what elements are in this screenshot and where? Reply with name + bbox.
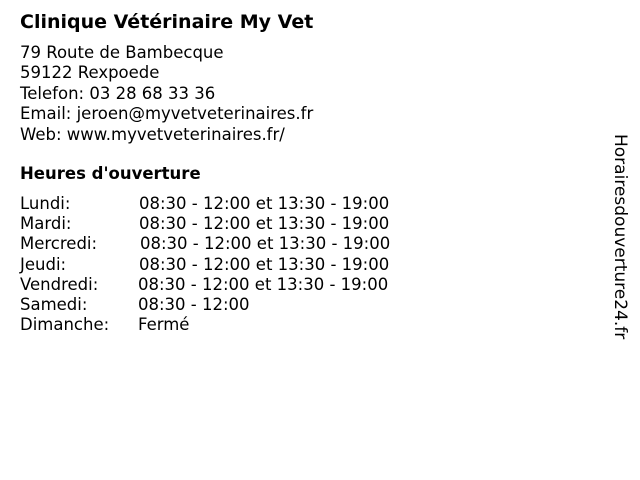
hours-row-samedi: [20, 295, 440, 315]
hours-row-jeudi: [20, 255, 440, 275]
time-range: 08:30 - 12:00 et 13:30 - 19:00: [139, 194, 390, 213]
web-line: Web: www.myvetveterinaires.fr/: [20, 124, 285, 144]
hours-row-mercredi: [20, 234, 440, 254]
time-range: 08:30 - 12:00: [138, 294, 250, 314]
hours-row-lundi: [20, 194, 440, 214]
day-label: Mercredi:: [20, 234, 98, 254]
time-range: 08:30 - 12:00 et 13:30 - 19:00: [139, 214, 390, 234]
hours-row-mardi: [20, 214, 440, 234]
address-city: 59122 Rexpoede: [20, 63, 160, 83]
hours-row-dimanche: [20, 315, 440, 335]
time-range: 08:30 - 12:00 et 13:30 - 19:00: [139, 254, 390, 274]
time-range: Fermé: [138, 315, 190, 335]
day-label: Mardi:: [20, 214, 72, 234]
time-range: 08:30 - 12:00 et 13:30 - 19:00: [140, 234, 391, 254]
clinic-title: Clinique Vétérinaire My Vet: [20, 11, 314, 33]
time-range: 08:30 - 12:00 et 13:30 - 19:00: [138, 274, 389, 294]
day-label: Samedi:: [20, 294, 88, 314]
contact-block: [20, 43, 313, 145]
hours-row-vendredi: [20, 275, 440, 295]
hours-table: [20, 194, 440, 335]
day-label: Vendredi:: [20, 274, 99, 294]
day-label: Lundi:: [20, 194, 71, 213]
site-watermark: Horairesdouverture24.fr: [610, 134, 630, 340]
address-street: 79 Route de Bambecque: [20, 43, 224, 62]
email-line: Email: jeroen@myvetveterinaires.fr: [20, 104, 314, 124]
hours-heading: Heures d'ouverture: [20, 164, 201, 183]
day-label: Dimanche:: [20, 315, 110, 335]
day-label: Jeudi:: [20, 254, 67, 274]
phone-line: Telefon: 03 28 68 33 36: [20, 83, 216, 103]
